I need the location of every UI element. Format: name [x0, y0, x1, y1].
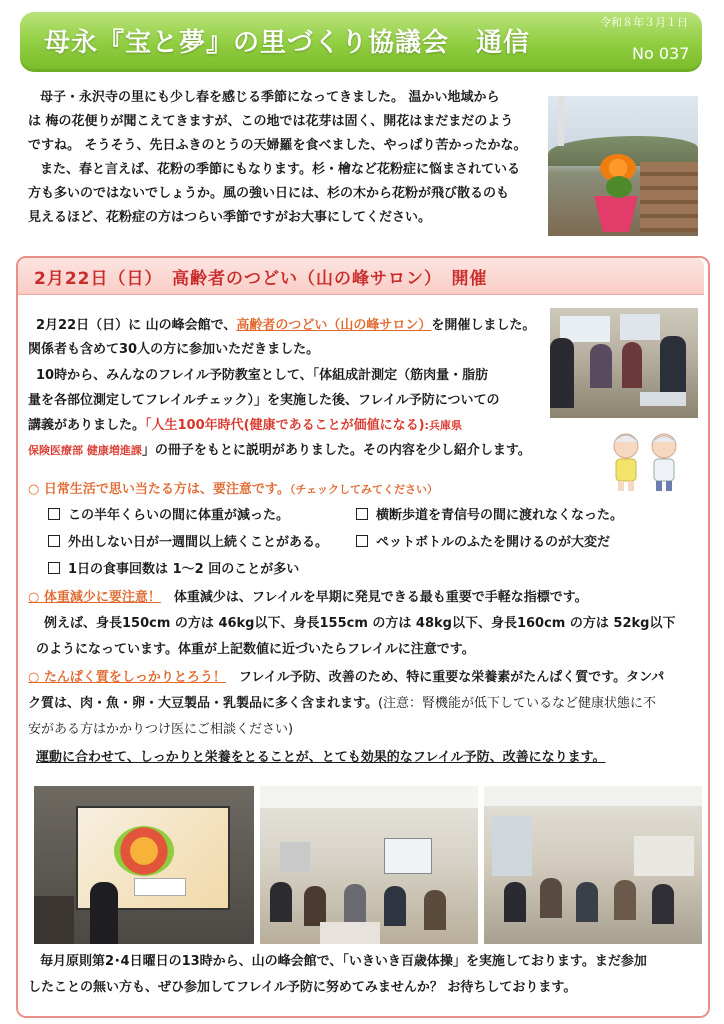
checklist-item-1: この半年くらいの間に体重が減った。 — [48, 504, 289, 528]
checkbox[interactable] — [356, 508, 368, 520]
checklist-item-4: ペットボトルのふたを開けるのが大変だ — [356, 531, 610, 555]
event-photo — [550, 308, 698, 418]
protein-line-1: ○ たんぱく質をしっかりとろう！ フレイル予防、改善のため、特に重要な栄養素がたんぱく質です。タンパ — [28, 670, 665, 685]
protein-line-4: 運動に合わせて、しっかりと栄養をとることが、とても効果的なフレイル予防、改善になります。 — [36, 750, 606, 765]
article-line-6: 保険医療部 健康増進課」の冊子をもとに説明がありました。その内容を少し紹介します。 — [28, 443, 531, 458]
issue-number: No 037 — [632, 44, 690, 63]
checklist-item-3: 外出しない日が一週間以上続くことがある。 — [48, 531, 328, 555]
checkbox[interactable] — [48, 508, 60, 520]
lecture-photo — [34, 786, 254, 944]
newsletter-title: 母永『宝と夢』の里づくり協議会 通信 — [44, 28, 531, 58]
intro-line-1: 母子・永沢寺の里にも少し春を感じる季節になってきました。 温かい地域から — [40, 90, 500, 105]
footer-line-2: したことの無い方も、ぜひ参加してフレイル予防に努めてみませんか？ お待ちしております。 — [28, 980, 577, 995]
article-line-3: 10時から、みんなのフレイル予防教室として、「体組成計測定（筋肉量・脂肪 — [36, 368, 489, 383]
intro-line-5: 方も多いのではないでしょうか。風の強い日には、杉の木から花粉が飛び散るのも — [28, 186, 510, 201]
article-line-2: 関係者も含めて30人の方に参加いただきました。 — [28, 342, 320, 357]
event-name-link: 高齢者のつどい（山の峰サロン） — [236, 318, 432, 333]
intro-line-2: は 梅の花便りが聞こえてきますが、この地では花芽は固く、開花はまだまだのよう — [28, 114, 514, 129]
checkbox[interactable] — [48, 535, 60, 547]
footer-line-1: 毎月原則第2･4日曜日の13時から、山の峰会館で、「いきいき百歳体操」を実施しております。まだ参加 — [40, 954, 647, 969]
article-line-5: 講義がありました。「人生100年時代(健康であることが価値になる):兵庫県 — [28, 418, 462, 433]
elderly-couple-illustration — [598, 426, 694, 496]
checklist-item-2: 横断歩道を青信号の間に渡れなくなった。 — [356, 504, 623, 528]
checklist-item-5: 1日の食事回数は 1～2 回のことが多い — [48, 558, 299, 582]
article-line-4: 量を各部位測定してフレイルチェック）」を実施した後、フレイル予防についての — [28, 393, 500, 408]
protein-line-3: 安がある方はかかりつけ医にご相談ください) — [28, 722, 294, 737]
intro-line-4: また、春と言えば、花粉の季節にもなります。杉・檜など花粉症に悩まされている — [40, 162, 520, 177]
weight-line-1: ○ 体重減少に要注意！ 体重減少は、フレイルを早期に発見できる最も重要で手軽な指標です。 — [28, 590, 588, 605]
article-line-1: 2月22日（日）に 山の峰会館で、高齢者のつどい（山の峰サロン）を開催しました。 — [36, 318, 536, 333]
audience-photo-1 — [260, 786, 478, 944]
flower-photo — [548, 96, 698, 236]
weight-line-2: 例えば、身長150cm の方は 46kg以下、身長155cm の方は 48kg以下、身長160cm の方は 52kg以下 — [44, 616, 676, 631]
protein-line-2: ク質は、肉・魚・卵・大豆製品・乳製品に多く含まれます。(注意：腎機能が低下しているなど健康状態に不 — [28, 696, 657, 711]
checkbox[interactable] — [48, 562, 60, 574]
audience-photo-2 — [484, 786, 702, 944]
intro-line-6: 見えるほど、花粉症の方はつらい季節ですがお大事にしてください。 — [28, 210, 432, 225]
weight-line-3: のようになっています。体重が上記数値に近づいたらフレイルに注意です。 — [36, 642, 475, 657]
checklist-heading: ○ 日常生活で思い当たる方は、要注意です。（チェックしてみてください） — [28, 482, 439, 497]
intro-line-3: ですね。 そうそう、先日ふきのとうの天婦羅を食べました、やっぱり苦かったかな。 — [28, 138, 527, 153]
event-banner-title: 2月22日（日） 高齢者のつどい（山の峰サロン） 開催 — [34, 269, 488, 289]
issue-date: 令和８年３月１日 — [600, 16, 688, 29]
checkbox[interactable] — [356, 535, 368, 547]
